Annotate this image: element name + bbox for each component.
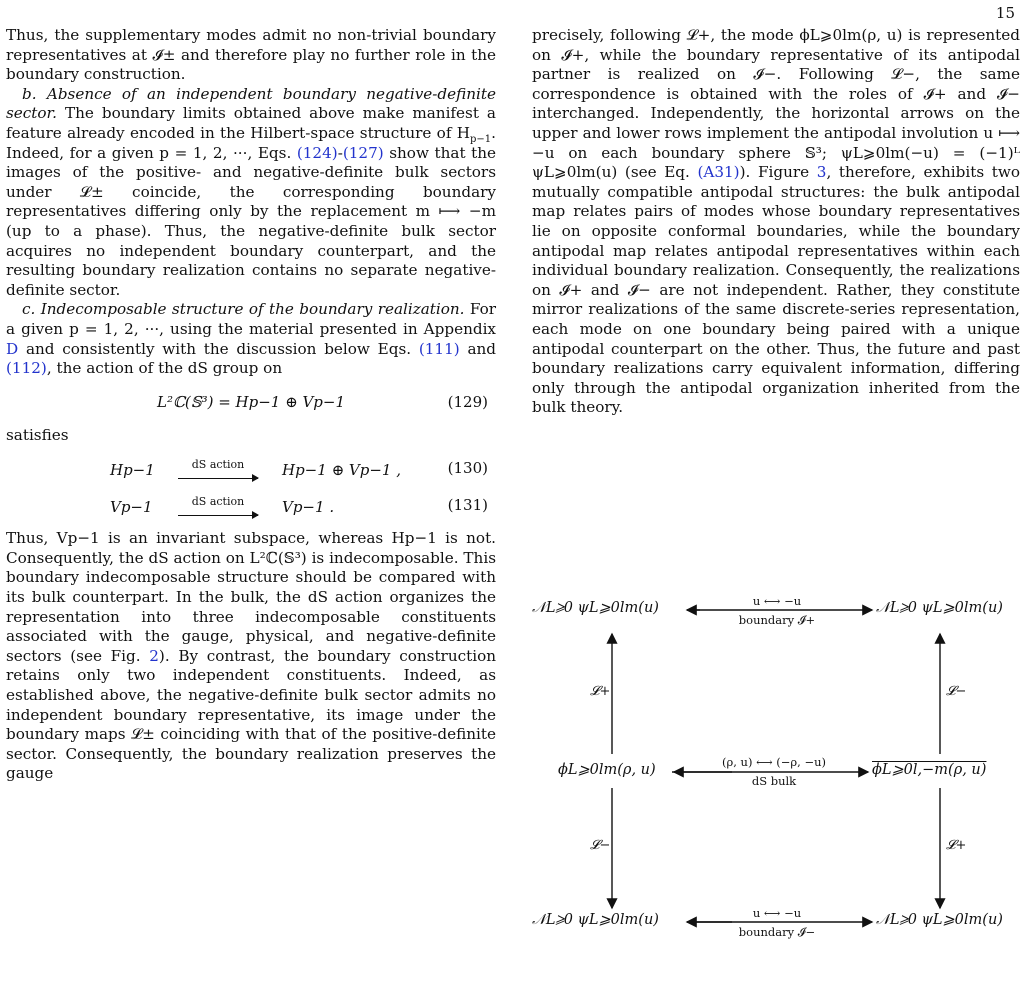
arrow-label: dS action	[191, 495, 245, 509]
left-column	[6, 26, 496, 784]
text: show that the images of the positive- and negative-definite bulk sectors under 𝓛± coincide, the corresponding boundary representatives differing only by the replacement m ⟼ −m (up to a phase). Thus, the negative-definite bulk sector acquires no independent boundary counterpart, and the resulting boundary realization contains no separate negative-definite sector.	[6, 143, 496, 299]
eq-ref-112[interactable]: (112)	[6, 359, 47, 378]
label-mid-below: dS bulk	[751, 774, 797, 788]
eq-ref-127[interactable]: (127)	[342, 143, 384, 162]
equation-130	[6, 455, 496, 482]
equation-number: (130)	[447, 459, 488, 478]
map-label-left-upper: 𝓛+	[590, 684, 611, 699]
text: , therefore, exhibits two mutually compatible antipodal structures: the bulk antipodal map relates pairs of modes whose boundary representatives lie on opposite conformal boundaries, while the boundary antipodal map relates antipodal representatives within each individual boundary realization. Consequently, the realizations on 𝓘+ and 𝓘− are not independent. Rather, they constitute mirror realizations of the same discrete-series representation, each mode on one boundary being paired with a unique antipodal counterpart on the other. Thus, the future and past boundary realizations carry equivalent information, differing only through the antipodal organization inherited from the bulk theory.	[532, 163, 1020, 417]
text: Thus, Vp−1 is an invariant subspace, whereas Hp−1 is not. Consequently, the dS action on L²ℂ(𝕊³) is indecomposable. This boundary indecomposable structure should be compared with its bulk counterpart. In the bulk, the dS action organizes the representation into three indecomposable constituents associated with the gauge, physical, and negative-definite sectors (see Fig.	[6, 529, 496, 665]
node-bottom-left: 𝒩L⩾0 ψL⩾0lm(u)	[532, 912, 659, 928]
text: For a given p = 1, 2, ···, using the material presented in Appendix	[6, 300, 496, 338]
map-label-left-lower: 𝓛−	[590, 838, 611, 853]
text: , the action of the dS group on	[46, 359, 283, 378]
equation-rhs: Hp−1 ⊕ Vp−1 ,	[282, 461, 401, 480]
arrow-dS-action	[178, 455, 258, 479]
text: ). Figure	[739, 163, 817, 182]
node-top-right: 𝒩L⩾0 ψL⩾0lm(u)	[876, 600, 1003, 616]
label-top-below: boundary 𝓘+	[738, 613, 816, 627]
eq-ref-A31[interactable]: (A31)	[697, 163, 740, 182]
node-bottom-right: 𝒩L⩾0 ψL⩾0lm(u)	[876, 912, 1003, 928]
text: -	[337, 143, 343, 162]
label-top-above: u ⟷ −u	[752, 594, 802, 608]
text: and consistently with the discussion below Eqs.	[18, 339, 419, 358]
equation-number: (131)	[447, 496, 488, 515]
text: ). By contrast, the boundary construction retains only two independent constituents. Indeed, as established above, the negative-definite bulk sector admits no independent boundary representative, its image under the boundary maps 𝓛± coinciding with that of the positive-definite sector. Consequently, the boundary realization preserves the gauge	[6, 646, 496, 783]
right-column	[532, 26, 1020, 418]
label-mid-above: (ρ, u) ⟷ (−ρ, −u)	[722, 755, 826, 769]
arrow-dS-action	[178, 492, 258, 516]
text: precisely, following 𝓛+, the mode ϕL⩾0lm(ρ, u) is represented on 𝓘+, while the boundary representative of its antipodal partner is realized on 𝓘−. Following 𝓛−, the same correspondence is obtained with the roles of 𝓘+ and 𝓘− interchanged. Independently, the horizontal arrows on the upper and lower rows implement the antipodal involution u ⟼ −u on each boundary sphere 𝕊³; ψL⩾0lm(−u) = (−1)ᴸ ψL⩾0lm(u) (see Eq.	[532, 26, 1020, 182]
equation-body: L²ℂ(𝕊³) = Hp−1 ⊕ Vp−1	[156, 392, 345, 411]
paragraph-negative-definite: b. Absence of an independent boundary negative-definite sector. The boundary limits obtained above make manifest a feature already encoded in the Hilbert-space structure of $H_{p-1}$. Indeed, for a given p = 1, 2, ···, Eqs. (124)-(127) show that the images of the positive- and negative-definite bulk sectors under 𝓛± coincide, the corresponding boundary representatives differing only by the replacement m ⟼ −m (up to a phase). Thus, the negative-definite bulk sector acquires no independent boundary counterpart, and the resulting boundary realization contains no separate negative-definite sector.	[6, 84, 496, 299]
figure-ref-3[interactable]: 3	[816, 163, 827, 182]
paragraph-antipodal	[532, 26, 1020, 418]
eq-ref-124[interactable]: (124)	[296, 143, 338, 162]
page-number: 15	[995, 4, 1015, 22]
section-heading-c: c. Indecomposable structure of the boundary realization.	[22, 300, 465, 319]
equation-lhs: Vp−1	[110, 498, 153, 517]
paragraph-indecomposable	[6, 300, 496, 378]
label-bottom-below: boundary 𝓘−	[738, 925, 816, 939]
equation-lhs: Hp−1	[110, 461, 155, 480]
equation-131	[6, 492, 496, 519]
section-heading-b: b. Absence of an independent boundary negative-definite sector.	[6, 84, 496, 123]
text: The boundary limits obtained above make manifest a feature already encoded in the Hilbert-space structure of H	[6, 104, 496, 142]
text: . Indeed, for a given p = 1, 2, ···, Eqs.	[6, 123, 496, 162]
equation-number: (129)	[447, 392, 488, 411]
map-label-right-lower: 𝓛+	[946, 838, 967, 853]
map-label-right-upper: 𝓛−	[946, 684, 967, 699]
node-mid-left: ϕL⩾0lm(ρ, u)	[558, 762, 656, 778]
equation-rhs: Vp−1 .	[282, 498, 335, 517]
paragraph-invariant	[6, 529, 496, 784]
label-bottom-above: u ⟷ −u	[752, 906, 802, 920]
appendix-ref-d[interactable]: D	[6, 339, 19, 358]
text: and	[459, 339, 496, 358]
commutative-diagram	[532, 594, 1020, 939]
equation-129	[6, 389, 496, 416]
node-mid-right: ϕL⩾0l,−m(ρ, u)	[872, 762, 987, 778]
arrow-label: dS action	[191, 458, 245, 472]
paragraph-supplementary: Thus, the supplementary modes admit no non-trivial boundary representatives at 𝓘± and therefore play no further role in the boundary construction.	[6, 26, 496, 84]
figure-ref-2[interactable]: 2	[149, 646, 159, 665]
eq-ref-111[interactable]: (111)	[418, 339, 460, 358]
satisfies-text: satisfies	[6, 425, 69, 444]
node-top-left: 𝒩L⩾0 ψL⩾0lm(u)	[532, 600, 659, 616]
